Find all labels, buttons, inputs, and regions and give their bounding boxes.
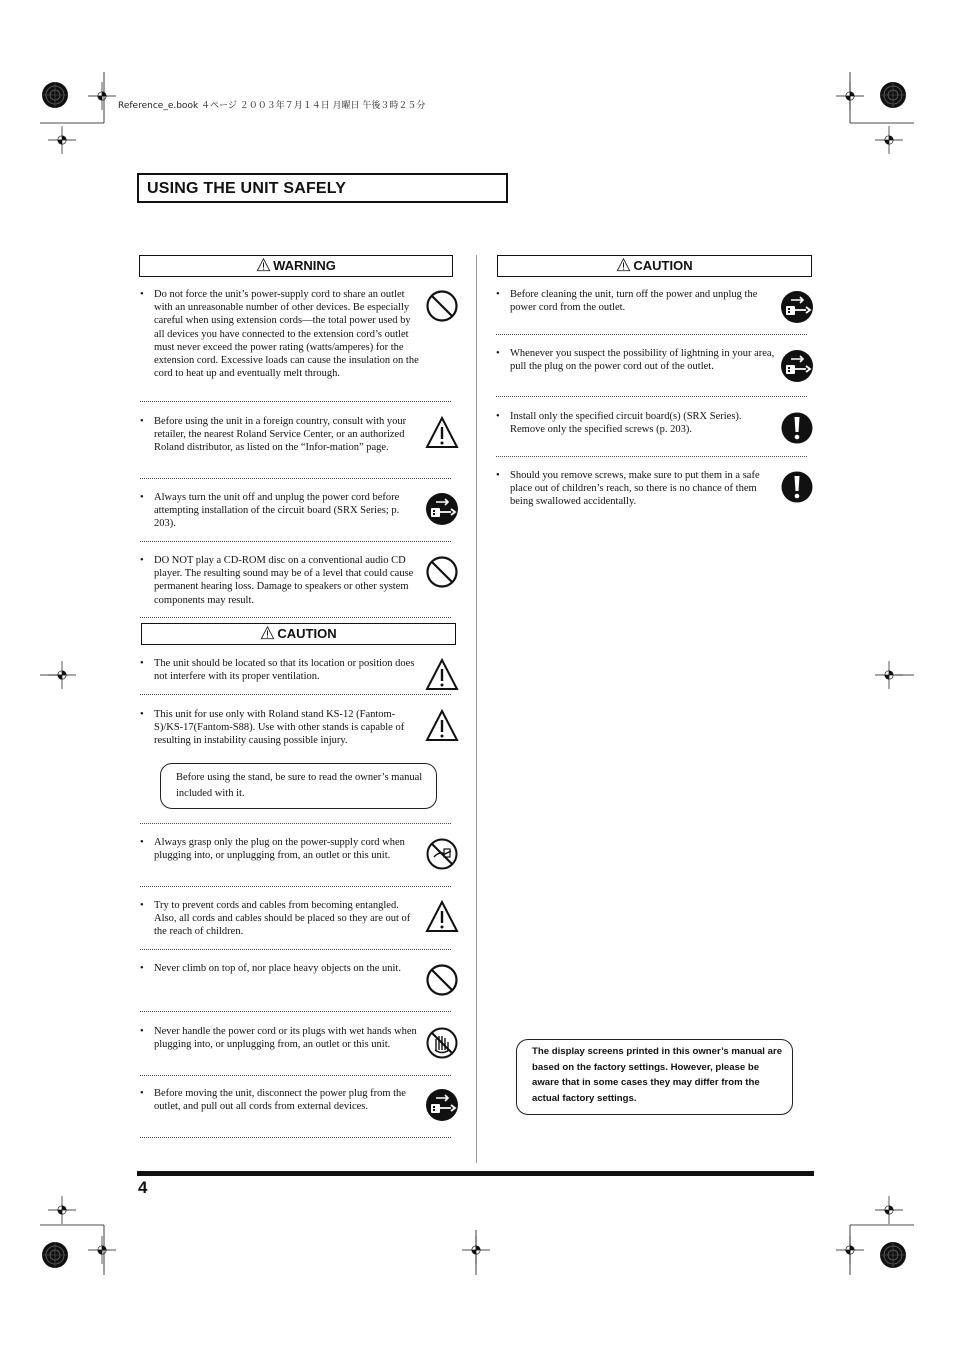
stand-note-text: Before using the stand, be sure to read the owner’s manual included with it. xyxy=(176,772,423,799)
warning-triangle-icon xyxy=(425,416,459,450)
unplug-icon xyxy=(780,349,814,383)
divider xyxy=(140,1075,451,1076)
page-title-box xyxy=(137,173,508,203)
divider xyxy=(496,396,807,397)
divider xyxy=(140,401,451,402)
unplug-icon xyxy=(425,492,459,526)
footer-rule xyxy=(137,1171,814,1176)
warning-triangle-icon xyxy=(425,900,459,934)
divider xyxy=(140,949,451,950)
unplug-icon xyxy=(425,1088,459,1122)
item-text: Install only the specified circuit board(s) (SRX Series). Remove only the specified screws (p. 203). xyxy=(510,411,742,436)
warning-heading xyxy=(139,255,453,277)
item-text: Never climb on top of, nor place heavy objects on the unit. xyxy=(154,963,401,974)
prohibition-icon xyxy=(425,555,459,589)
item-text: Do not force the unit’s power-supply cord to share an outlet with an unreasonable number of other devices. Be especially careful when using extension cords—the total power used by all devices you have connected to the extension cord’s outlet must never exceed the power rating (watts/amperes) for the extension cord. Excessive loads can cause the insulation on the cord to heat up and eventually melt through. xyxy=(154,289,419,380)
display-note-box xyxy=(516,1039,793,1115)
stand-note-box xyxy=(160,763,437,809)
caution-heading-label: CAUTION xyxy=(277,626,337,641)
no-wet-hands-icon xyxy=(425,1026,459,1060)
column-divider xyxy=(476,255,477,1163)
item-text: Always turn the unit off and unplug the power cord before attempting installation of the circuit board (SRX Series; p. 203). xyxy=(154,492,400,530)
divider xyxy=(140,617,451,618)
item-text: The unit should be located so that its location or position does not interfere with its proper ventilation. xyxy=(154,658,415,683)
item-text: Try to prevent cords and cables from becoming entangled. Also, all cords and cables should be placed so they are out of the reach of children. xyxy=(154,900,411,938)
warning-triangle-icon xyxy=(425,709,459,743)
page-title: USING THE UNIT SAFELY xyxy=(147,180,347,197)
warning-triangle-icon xyxy=(425,658,459,692)
item-text: Before cleaning the unit, turn off the power and unplug the power cord from the outlet. xyxy=(510,289,758,314)
prohibition-icon xyxy=(425,963,459,997)
divider xyxy=(140,541,451,542)
divider xyxy=(140,1137,451,1138)
caution-heading-label: CAUTION xyxy=(633,258,693,273)
item-text: Never handle the power cord or its plugs with wet hands when plugging into, or unplugging from, an outlet or this unit. xyxy=(154,1026,417,1051)
divider xyxy=(496,456,807,457)
display-note-text: The display screens printed in this owner’s manual are based on the factory settings. However, please be aware that in some cases they may differ from the actual factory settings. xyxy=(532,1046,783,1104)
item-text: Whenever you suspect the possibility of lightning in your area, pull the plug on the power cord out of the outlet. xyxy=(510,348,775,373)
warning-triangle-icon xyxy=(616,258,631,272)
prohibition-icon xyxy=(425,289,459,323)
item-text: Should you remove screws, make sure to put them in a safe place out of children’s reach, so there is no chance of them being swallowed accidentally. xyxy=(510,470,760,508)
caution-heading-left xyxy=(141,623,456,645)
item-text: DO NOT play a CD-ROM disc on a conventional audio CD player. The resulting sound may be of a level that could cause permanent hearing loss. Damage to speakers or other system components may result. xyxy=(154,555,414,606)
divider xyxy=(140,694,451,695)
warning-triangle-icon xyxy=(260,626,275,640)
divider xyxy=(496,334,807,335)
item-text: Before moving the unit, disconnect the power plug from the outlet, and pull out all cords from external devices. xyxy=(154,1088,406,1113)
warning-triangle-icon xyxy=(256,258,271,272)
mandatory-icon xyxy=(780,411,814,445)
file-info-line: Reference_e.book ４ページ ２００３年７月１４日 月曜日 午後３時２５分 xyxy=(118,101,426,111)
mandatory-icon xyxy=(780,470,814,504)
item-text: This unit for use only with Roland stand KS-12 (Fantom-S)/KS-17(Fantom-S88). Use with other stands is capable of resulting in instability causing possible injury. xyxy=(154,709,405,747)
item-text: Always grasp only the plug on the power-supply cord when plugging into, or unplugging from, an outlet or this unit. xyxy=(154,837,405,862)
divider xyxy=(140,478,451,479)
no-pull-cord-icon xyxy=(425,837,459,871)
caution-heading-right xyxy=(497,255,812,277)
divider xyxy=(140,886,451,887)
page-number: 4 xyxy=(138,1178,148,1197)
divider xyxy=(140,1011,451,1012)
warning-heading-label: WARNING xyxy=(273,258,336,273)
item-text: Before using the unit in a foreign country, consult with your retailer, the nearest Roland Service Center, or an authorized Roland distributor, as listed on the “Infor-mation” page. xyxy=(154,416,407,454)
divider xyxy=(140,823,451,824)
unplug-icon xyxy=(780,290,814,324)
